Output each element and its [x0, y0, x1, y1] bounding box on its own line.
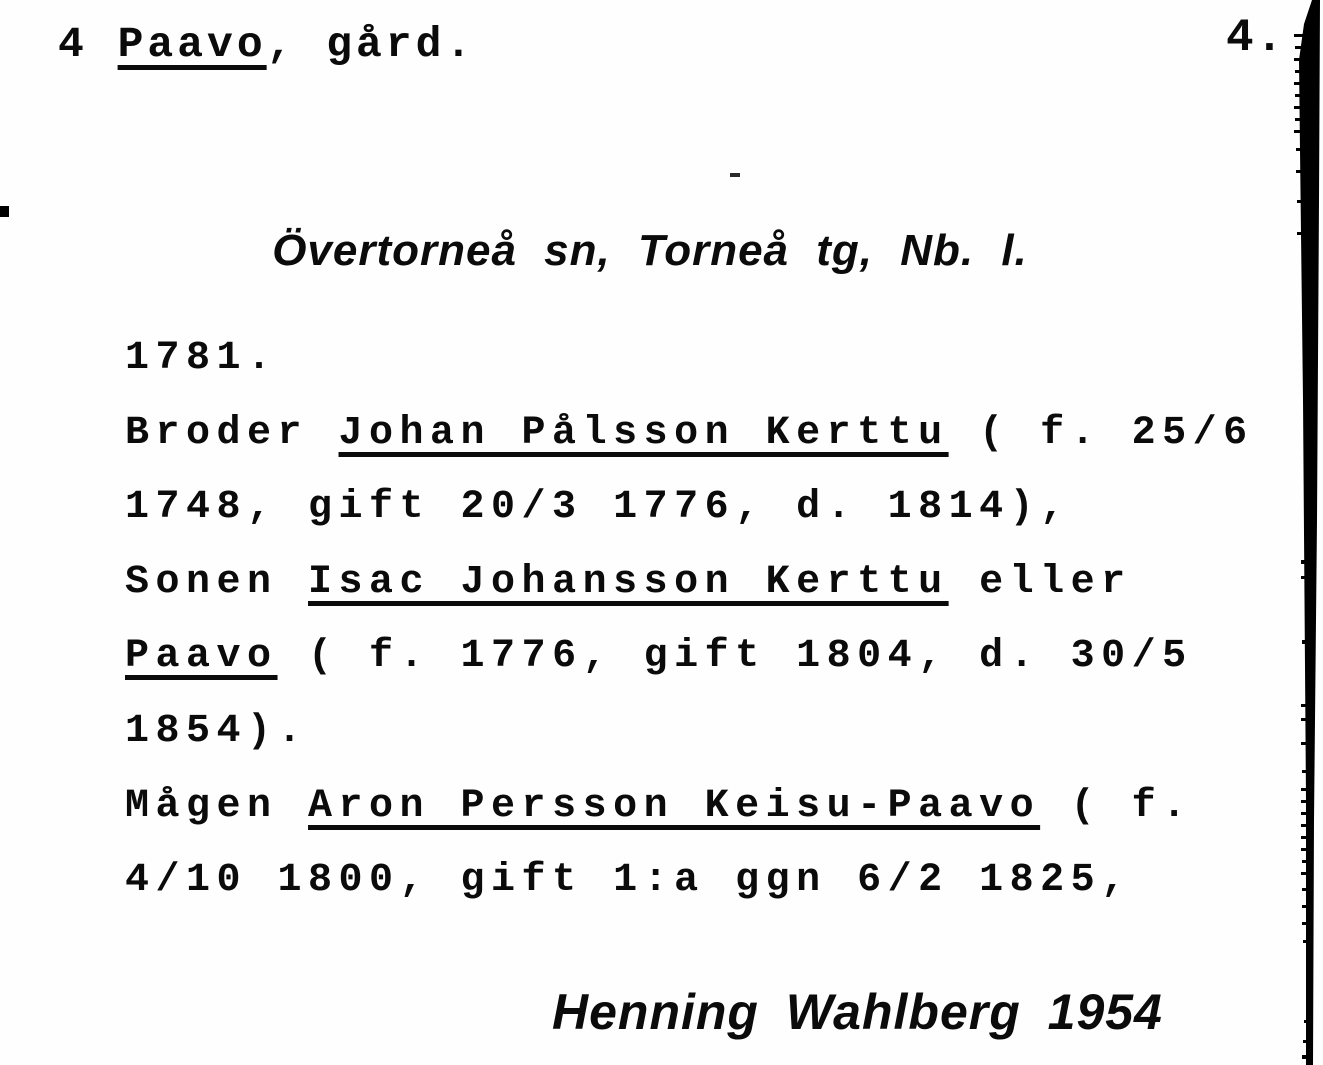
underlined-name: Aron Persson Keisu-Paavo: [308, 783, 1041, 829]
underlined-name: Johan Pålsson Kerttu: [338, 410, 949, 456]
text-run: , gård.: [266, 20, 476, 69]
text-line: [125, 844, 1254, 919]
document-title: [58, 20, 475, 69]
text-run: eller: [948, 559, 1132, 605]
text-run: Broder: [125, 410, 339, 456]
text-line: [125, 620, 1254, 695]
text-run: 1781.: [125, 336, 278, 381]
page-number: 4.: [1226, 12, 1286, 64]
text-run: 1748, gift 20/3 1776, d. 1814),: [125, 485, 1071, 531]
text-run: Mågen: [125, 783, 309, 829]
scan-speck-left-icon: [0, 206, 9, 217]
scan-speck-center-icon: [730, 173, 740, 177]
text-line: [125, 546, 1254, 621]
parish-heading: Övertorneå sn, Torneå tg, Nb. l.: [272, 226, 1028, 275]
text-run: 4/10 1800, gift 1:a ggn 6/2 1825,: [125, 858, 1132, 904]
record-text-body: [125, 322, 1254, 919]
text-line: [125, 770, 1254, 845]
signature-line: Henning Wahlberg 1954: [552, 984, 1163, 1040]
text-line: [125, 471, 1254, 546]
text-line: [58, 20, 475, 69]
text-line: [125, 397, 1254, 472]
underlined-name: Isac Johansson Kerttu: [308, 559, 949, 605]
text-line: [125, 695, 1254, 770]
text-run: Sonen: [125, 559, 309, 605]
text-run: ( f. 1776, gift 1804, d. 30/5: [277, 634, 1193, 680]
underlined-name: Paavo: [117, 20, 267, 69]
scan-binding-bar: [1293, 0, 1323, 1065]
text-run: 1854).: [125, 708, 309, 754]
text-run: 4: [58, 20, 118, 69]
text-run: ( f.: [1040, 783, 1193, 829]
text-line: [125, 322, 1254, 397]
text-run: ( f. 25/6: [948, 410, 1254, 456]
underlined-name: Paavo: [125, 634, 278, 680]
